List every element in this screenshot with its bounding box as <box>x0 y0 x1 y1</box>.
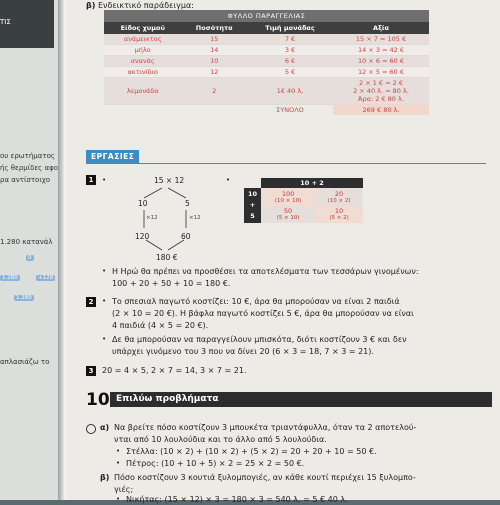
question-line: Πόσο κοστίζουν 3 κουτιά ξυλομπογιές, αν κάθε κουτί περιέχει 15 ξυλομπο- <box>114 473 416 482</box>
part-label: β) <box>100 473 110 482</box>
area-cell-product: (5 × 2) <box>329 215 349 222</box>
left-page-fragment: ρα αντίστοιχο <box>0 176 51 184</box>
left-page-fragment: ής θερμίδες αφο <box>0 164 59 172</box>
area-cell-value: 50 <box>283 207 293 216</box>
question-number: 1 <box>86 175 96 185</box>
area-cell-product: (10 × 2) <box>327 197 351 204</box>
tree-left: 10 <box>138 199 148 208</box>
answer-line: υπάρχει γινόμενο του 3 που να δίνει 20 (6 × 3 = 18, 7 × 3 = 21). <box>112 347 374 356</box>
flow-node: 1.280 <box>16 295 32 301</box>
table-row <box>104 56 429 67</box>
area-cell-product: (10 × 10) <box>274 197 302 204</box>
juice-price: 3 € <box>247 45 333 56</box>
juice-value: 14 × 3 = 42 € <box>333 45 429 56</box>
answer-line: Στέλλα: (10 × 2) + (10 × 2) + (5 × 2) = 20 + 20 + 10 = 50 €. <box>126 447 377 456</box>
total-row <box>104 105 429 116</box>
value-line: Άρα: 2 € 80 λ. <box>358 95 404 103</box>
area-model <box>244 178 363 223</box>
juice-qty: 2 <box>181 78 247 105</box>
left-page-edge <box>0 0 62 500</box>
juice-value: 10 × 6 = 60 € <box>333 56 429 67</box>
question-number: 3 <box>86 366 96 376</box>
bullet: • <box>102 297 107 305</box>
answer-line: Το σπεσιαλ παγωτό κοστίζει: 10 €, άρα θα μπορούσαν να είναι 2 παιδιά <box>112 297 400 306</box>
answer-line: 4 παιδιά (4 × 5 = 20 €). <box>112 321 209 330</box>
area-cell-value: 20 <box>334 189 344 198</box>
area-cell-value: 10 <box>334 207 344 216</box>
tree-mult-left: ×12 <box>146 215 158 221</box>
left-page-fragment: ου ερωτήματος <box>0 152 55 160</box>
question-line: νται από 10 λουλούδια και το άλλο από 5 λουλούδια. <box>114 435 327 444</box>
answer-line: Νικήτας: (15 × 12) × 3 = 180 × 3 = 540 λ. = 5 € 40 λ. <box>126 495 348 504</box>
part-label: β) <box>86 1 96 10</box>
juice-price: 5 € <box>247 67 333 78</box>
question-line: Να βρείτε πόσο κοστίζουν 3 μπουκέτα τριαντάφυλλα, όταν τα 2 αποτελού- <box>114 423 417 432</box>
juice-qty: 14 <box>181 45 247 56</box>
table-row <box>104 45 429 56</box>
bullet: • <box>116 495 121 503</box>
order-sheet <box>86 10 429 115</box>
area-head: 10 + 2 <box>261 178 363 188</box>
left-page-fragment: απλασιάζω το <box>0 358 50 366</box>
juice-qty: 15 <box>181 34 247 45</box>
column-header: Αξία <box>333 22 429 34</box>
juice-value <box>333 78 429 105</box>
juice-qty: 12 <box>181 67 247 78</box>
juice-name: ακτινίδιο <box>104 67 181 78</box>
area-cell <box>315 206 363 224</box>
tree-bottom-right: 60 <box>181 232 191 241</box>
question-line: γιές; <box>114 485 134 494</box>
area-side-plus: + <box>249 201 256 209</box>
answer-line: (2 × 10 = 20 €). Η βάφλα παγωτό κοστίζει 5 €, άρα θα μπορούσαν να είναι <box>112 309 414 318</box>
flow-node: 0 <box>28 255 32 261</box>
area-side-bottom: 5 <box>250 212 255 220</box>
answer-line: Πέτρος: (10 + 10 + 5) × 2 = 25 × 2 = 50 €. <box>126 459 305 468</box>
right-page <box>66 0 500 504</box>
juice-price: 6 € <box>247 56 333 67</box>
tree-top: 15 × 12 <box>154 176 185 185</box>
juice-name: μήλο <box>104 45 181 56</box>
juice-qty: 10 <box>181 56 247 67</box>
left-page-fragment: ΤΙΣ <box>0 18 11 26</box>
total-value: 269 € 80 λ. <box>333 105 429 116</box>
area-side <box>244 188 261 223</box>
juice-name: ανάμεικτος <box>104 34 181 45</box>
tree-right: 5 <box>185 199 190 208</box>
tree-mult-right: ×12 <box>189 215 201 221</box>
question-number: 2 <box>86 297 96 307</box>
activity-icon <box>86 424 96 434</box>
bullet: • <box>102 267 107 275</box>
area-cell <box>261 206 315 224</box>
juice-name: λεμονάδα <box>104 78 181 105</box>
chapter-title: Επιλύω προβλήματα <box>110 392 492 407</box>
answer-line: 100 + 20 + 50 + 10 = 180 €. <box>112 279 231 288</box>
area-cell <box>261 188 315 206</box>
answer-line: Η Ηρώ θα πρέπει να προσθέσει τα αποτελέσματα των τεσσάρων γινομένων: <box>112 267 419 276</box>
part-label: α) <box>100 423 110 432</box>
juice-name: ανανάς <box>104 56 181 67</box>
column-header: Τιμή μονάδας <box>247 22 333 34</box>
tree-bottom-left: 120 <box>135 232 150 241</box>
bullet: • <box>226 176 231 184</box>
juice-price: 1€ 40 λ. <box>247 78 333 105</box>
bullet: • <box>116 459 121 467</box>
column-header: Είδος χυμού <box>104 22 181 34</box>
left-page-flow-diagram <box>0 255 58 303</box>
area-cell <box>315 188 363 206</box>
section-rule <box>86 163 486 164</box>
chapter-number: 10 <box>86 390 110 410</box>
total-label: ΣΥΝΟΛΟ <box>247 105 333 116</box>
juice-value: 15 × 7 = 105 € <box>333 34 429 45</box>
value-line: 2 × 40 λ. = 80 λ. <box>353 87 409 95</box>
left-page-fragment: 1.280 κατανάλ <box>0 238 53 246</box>
table-row <box>104 67 429 78</box>
order-table <box>104 10 429 115</box>
area-cell-value: 100 <box>281 189 295 198</box>
flow-node: +128 <box>38 275 54 281</box>
exercises-badge: ΕΡΓΑΣΙΕΣ <box>86 150 139 163</box>
tree-result: 180 € <box>156 253 178 262</box>
table-row <box>104 34 429 45</box>
answer-line: Δε θα μπορούσαν να παραγγείλουν μπισκότα, διότι κοστίζουν 3 € και δεν <box>112 335 407 344</box>
bullet: • <box>102 176 107 184</box>
juice-value: 12 × 5 = 60 € <box>333 67 429 78</box>
bullet: • <box>116 447 121 455</box>
column-header: Ποσότητα <box>181 22 247 34</box>
answer-line: 20 = 4 × 5, 2 × 7 = 14, 3 × 7 = 21. <box>102 366 247 375</box>
bullet: • <box>102 335 107 343</box>
value-line: 2 × 1 € = 2 € <box>359 79 403 87</box>
area-cell-product: (5 × 10) <box>276 215 300 222</box>
area-side-top: 10 <box>248 190 258 198</box>
order-table-caption: ΦΥΛΛΟ ΠΑΡΑΓΓΕΛΙΑΣ <box>104 10 429 22</box>
table-row <box>104 78 429 105</box>
example-heading-text: Ενδεικτικό παράδειγμα: <box>97 1 194 10</box>
flow-node: 1.280 <box>2 275 18 281</box>
area-model-table <box>244 178 363 223</box>
juice-price: 7 € <box>247 34 333 45</box>
